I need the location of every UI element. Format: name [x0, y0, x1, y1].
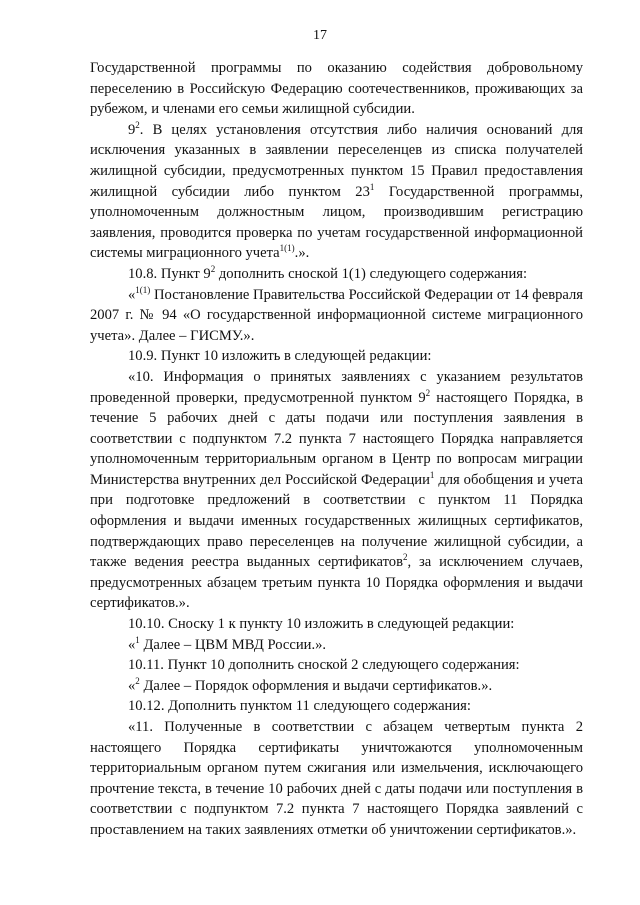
paragraph-text: Государственной программы по оказанию содействия добровольному переселению в Российскую Федерацию соотечественников, проживающих за рубежом, и членами его семьи жилищной субсидии. — [90, 60, 583, 118]
paragraph-text: Далее – ЦВМ МВД России.». — [139, 636, 327, 653]
paragraph — [90, 346, 583, 367]
paragraph-text: « — [128, 286, 136, 303]
footnote-marker: 2 — [403, 552, 408, 563]
document-body — [90, 58, 583, 841]
paragraph-text: 10.10. Сноску 1 к пункту 10 изложить в следующей редакции: — [128, 616, 515, 633]
paragraph — [90, 676, 583, 697]
paragraph — [90, 696, 583, 717]
paragraph-text: 10.12. Дополнить пунктом 11 следующего содержания: — [128, 698, 471, 715]
footnote-marker: 1 — [369, 181, 375, 192]
paragraph — [90, 614, 583, 635]
paragraph — [90, 285, 583, 347]
footnote-marker: 2 — [135, 119, 140, 130]
paragraph-text: Постановление Правительства Российской Федерации от 14 февраля 2007 г. № 94 «О государственной информационной системе миграционного учета». Далее – ГИСМУ.». — [90, 286, 583, 344]
paragraph-text: для обобщения и учета при подготовке предложений в соответствии с пунктом 11 Порядка оформления и выдачи именных государственных жилищных сертификатов, подтверждающих право переселенцев на получение жилищной субсидии, а также ведения реестра выданных сертификатов — [90, 471, 583, 571]
paragraph-text: дополнить сноской 1(1) следующего содержания: — [215, 265, 528, 282]
paragraph-text: настоящего Порядка, в течение 5 рабочих дней с даты подачи или поступления заявления в соответствии с подпунктом 7.2 пункта 7 настоящего Порядка направляется уполномоченным территориальным органом в Центр по вопросам миграции Министерства внутренних дел Российской Федерации — [90, 389, 583, 488]
paragraph-text: Государственной программы, уполномоченным должностным лицом, производившим регистрацию заявления, проводится проверка по учетам государственной информационной системы миграционного учета — [90, 183, 583, 262]
paragraph-text: 10.8. Пункт 9 — [128, 265, 211, 282]
paragraph — [90, 655, 583, 676]
footnote-marker: 1(1) — [135, 284, 151, 295]
paragraph-text: «11. Полученные в соответствии с абзацем четвертым пункта 2 настоящего Порядка сертификаты уничтожаются уполномоченным территориальным органом путем сжигания или измельчения, исключающего прочтение текста, в течение 10 рабочих дней с даты подачи или поступления в соответствии с подпунктом 7.2 пункта 7 настоящего Порядка заявлений с проставлением на таких заявлениях отметки об уничтожении сертификатов.». — [90, 719, 583, 838]
page-number: 17 — [313, 28, 327, 43]
footnote-marker: 1 — [135, 634, 140, 645]
paragraph-text: 10.9. Пункт 10 изложить в следующей редакции: — [128, 348, 432, 365]
paragraph-text: .». — [294, 245, 310, 262]
paragraph-text: « — [128, 636, 136, 653]
footnote-marker: 2 — [210, 264, 216, 275]
paragraph — [90, 717, 583, 841]
footnote-marker: 2 — [135, 675, 140, 686]
paragraph-text: 9 — [128, 121, 136, 138]
paragraph-text: Далее – Порядок оформления и выдачи сертификатов.». — [139, 677, 493, 694]
paragraph-text: «10. Информация о принятых заявлениях с указанием результатов проведенной проверки, предусмотренной пунктом 9 — [90, 368, 583, 406]
paragraph — [90, 367, 583, 614]
paragraph — [90, 635, 583, 656]
paragraph-text: 10.11. Пункт 10 дополнить сноской 2 следующего содержания: — [128, 657, 520, 674]
footnote-marker: 2 — [425, 387, 431, 398]
paragraph-text: « — [128, 677, 136, 694]
paragraph — [90, 264, 583, 285]
footnote-marker: 1(1) — [279, 243, 295, 254]
paragraph — [90, 120, 583, 264]
footnote-marker: 1 — [429, 470, 435, 481]
paragraph — [90, 58, 583, 120]
paragraph-text: . В целях установления отсутствия либо наличия оснований для исключения указанных в заявлении переселенцев из списка получателей жилищной субсидии, предусмотренных пунктом 15 Правил предоставления жилищной субсидии либо пунктом 23 — [90, 121, 583, 200]
paragraph-text: , за исключением случаев, предусмотренных абзацем третьим пункта 10 Порядка оформления и выдачи сертификатов.». — [90, 554, 583, 612]
